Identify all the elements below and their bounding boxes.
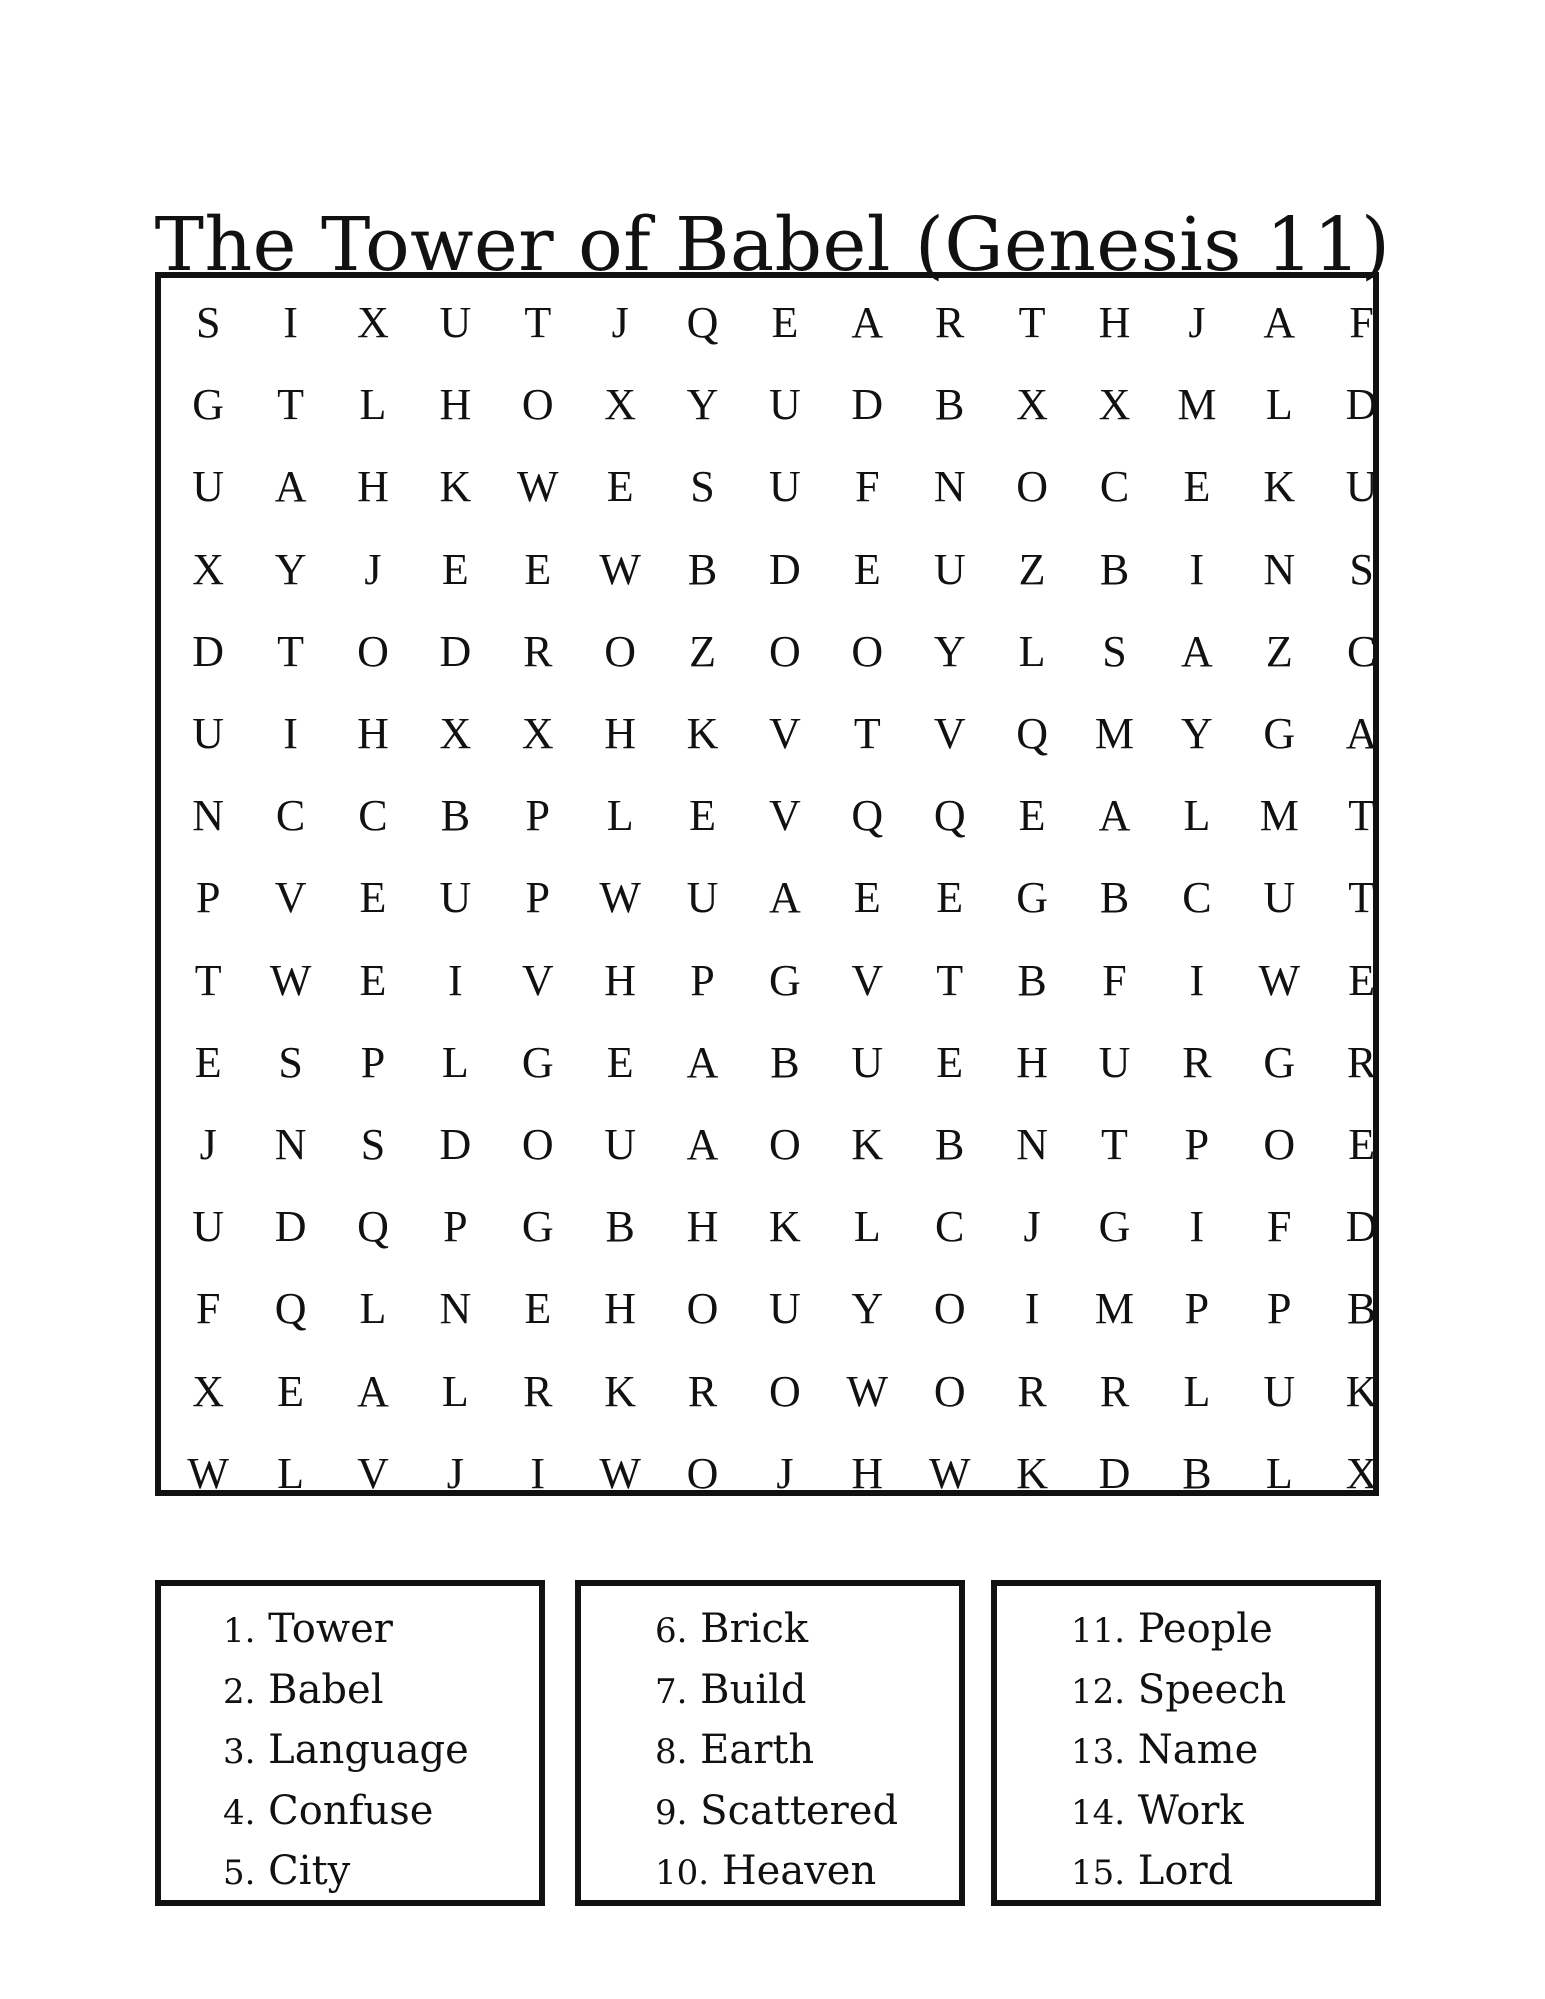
grid-letter[interactable]: F — [1267, 1202, 1292, 1252]
grid-letter[interactable]: U — [769, 1284, 801, 1334]
grid-letter[interactable]: X — [357, 298, 389, 348]
grid-letter[interactable]: X — [1345, 1448, 1378, 1498]
grid-letter[interactable]: I — [283, 298, 298, 348]
grid-letter[interactable]: I — [1024, 1284, 1040, 1334]
grid-letter[interactable]: H — [604, 955, 637, 1005]
grid-letter[interactable]: V — [933, 709, 966, 759]
grid-letter[interactable]: S — [360, 1119, 386, 1169]
grid-letter[interactable]: P — [1184, 1119, 1210, 1169]
word-search-grid-frame — [155, 272, 1379, 1496]
grid-letter[interactable]: E — [194, 1037, 222, 1087]
grid-letter[interactable]: C — [358, 791, 388, 841]
grid-letter[interactable]: L — [606, 791, 634, 841]
grid-letter[interactable]: Q — [1016, 709, 1048, 759]
grid-letter[interactable]: B — [1346, 1284, 1377, 1334]
grid-letter[interactable]: O — [769, 626, 801, 676]
grid-letter[interactable]: Q — [357, 1202, 389, 1252]
grid-letter[interactable]: B — [935, 1119, 965, 1169]
word-list-item — [655, 1661, 898, 1722]
grid-letter[interactable]: O — [769, 1366, 801, 1416]
word-list-item — [655, 1842, 898, 1903]
grid-letter[interactable]: B — [1017, 955, 1047, 1005]
grid-letter[interactable]: D — [1345, 1202, 1378, 1252]
word-number: 15. — [1071, 1853, 1126, 1893]
word-text: Language — [268, 1727, 469, 1773]
word-text: Babel — [268, 1666, 384, 1713]
grid-letter[interactable]: U — [192, 709, 225, 759]
grid-letter[interactable]: L — [1183, 791, 1211, 841]
grid-letter[interactable]: Y — [1180, 709, 1213, 759]
grid-letter[interactable]: U — [1345, 462, 1378, 512]
grid-letter[interactable]: A — [769, 873, 801, 923]
grid-letter[interactable]: O — [1263, 1119, 1296, 1169]
grid-letter[interactable]: W — [599, 544, 641, 594]
word-list-item — [655, 1721, 898, 1782]
grid-letter[interactable]: V — [851, 955, 884, 1005]
word-list-item — [223, 1842, 469, 1903]
grid-letter[interactable]: K — [1016, 1448, 1048, 1498]
grid-letter[interactable]: N — [1016, 1119, 1048, 1169]
word-list-item — [1071, 1600, 1286, 1661]
grid-letter[interactable]: U — [1098, 1037, 1131, 1087]
grid-letter[interactable]: P — [443, 1202, 468, 1252]
grid-letter[interactable]: T — [524, 298, 552, 348]
word-list-item — [655, 1600, 898, 1661]
grid-letter[interactable]: A — [1180, 626, 1213, 676]
grid-letter[interactable]: G — [1263, 1037, 1296, 1087]
word-list-1 — [223, 1600, 469, 1903]
grid-letter[interactable]: O — [686, 1284, 719, 1334]
grid-letter[interactable]: Z — [1018, 544, 1046, 594]
grid-letter[interactable]: R — [687, 1366, 718, 1416]
grid-letter[interactable]: H — [1016, 1037, 1048, 1087]
grid-letter[interactable]: N — [1263, 544, 1296, 594]
grid-letter[interactable]: B — [440, 791, 471, 841]
grid-letter[interactable]: J — [611, 298, 629, 348]
grid-letter[interactable]: U — [769, 462, 801, 512]
grid-letter[interactable]: E — [853, 544, 881, 594]
grid-letter[interactable]: V — [769, 791, 801, 841]
grid-letter[interactable]: T — [194, 955, 222, 1005]
word-number: 9. — [655, 1792, 688, 1833]
grid-letter[interactable]: B — [687, 544, 718, 594]
grid-letter[interactable]: H — [851, 1448, 884, 1498]
grid-letter[interactable]: A — [1345, 709, 1378, 759]
grid-letter[interactable]: J — [446, 1448, 464, 1498]
grid-letter[interactable]: T — [1348, 791, 1376, 841]
grid-letter[interactable]: L — [359, 1284, 387, 1334]
word-list-item — [223, 1600, 469, 1661]
word-number: 5. — [223, 1853, 256, 1893]
grid-letter[interactable]: X — [1098, 380, 1131, 430]
word-text: Name — [1137, 1727, 1259, 1773]
grid-letter[interactable]: E — [689, 791, 716, 841]
grid-letter[interactable]: W — [269, 955, 312, 1005]
grid-letter[interactable]: U — [604, 1119, 637, 1169]
grid-letter[interactable]: P — [360, 1037, 386, 1087]
grid-letter[interactable]: W — [599, 1448, 641, 1498]
grid-letter[interactable]: E — [853, 873, 881, 923]
grid-letter[interactable]: X — [1016, 380, 1048, 430]
grid-letter[interactable]: B — [770, 1037, 800, 1087]
grid-letter[interactable]: I — [283, 709, 298, 759]
word-number: 1. — [223, 1611, 256, 1651]
grid-letter[interactable]: G — [769, 955, 801, 1005]
grid-letter[interactable]: G — [1098, 1202, 1131, 1252]
grid-letter[interactable]: D — [439, 1119, 472, 1169]
grid-letter[interactable]: U — [1263, 873, 1296, 923]
grid-letter[interactable]: A — [274, 462, 307, 512]
grid-letter[interactable]: O — [357, 626, 389, 676]
word-text: Confuse — [268, 1787, 434, 1834]
grid-letter[interactable]: T — [277, 380, 305, 430]
grid-letter[interactable]: J — [364, 544, 382, 594]
grid-letter[interactable]: X — [521, 709, 554, 759]
grid-letter[interactable]: Q — [686, 298, 719, 348]
grid-letter[interactable]: U — [686, 873, 719, 923]
word-number: 14. — [1071, 1792, 1126, 1833]
grid-letter[interactable]: U — [851, 1037, 884, 1087]
grid-letter[interactable]: O — [521, 1119, 554, 1169]
grid-letter[interactable]: O — [933, 1366, 966, 1416]
grid-letter[interactable]: E — [1348, 955, 1376, 1005]
grid-letter[interactable]: X — [604, 380, 637, 430]
word-number: 12. — [1071, 1671, 1126, 1712]
grid-letter[interactable]: V — [357, 1448, 389, 1498]
grid-letter[interactable]: O — [769, 1119, 801, 1169]
grid-letter[interactable]: Y — [933, 626, 966, 676]
grid-letter[interactable]: J — [1188, 298, 1206, 348]
word-number: 13. — [1071, 1732, 1126, 1772]
grid-letter[interactable]: G — [521, 1202, 554, 1252]
grid-letter[interactable]: V — [769, 709, 801, 759]
grid-letter[interactable]: S — [278, 1037, 303, 1087]
word-text: Speech — [1137, 1666, 1287, 1713]
grid-letter[interactable]: S — [1102, 626, 1127, 676]
grid-letter[interactable]: E — [936, 1037, 964, 1087]
grid-letter[interactable]: O — [1016, 462, 1048, 512]
word-text: Heaven — [721, 1848, 877, 1894]
grid-letter[interactable]: K — [1345, 1366, 1378, 1416]
grid-letter[interactable]: T — [1018, 298, 1046, 348]
grid-letter[interactable]: T — [1348, 873, 1376, 923]
grid-letter[interactable]: H — [1098, 298, 1131, 348]
grid-letter[interactable]: A — [686, 1037, 719, 1087]
grid-letter[interactable]: T — [277, 626, 305, 676]
grid-letter[interactable]: U — [1263, 1366, 1296, 1416]
grid-letter[interactable]: Y — [686, 380, 719, 430]
grid-letter[interactable]: E — [441, 544, 469, 594]
grid-letter[interactable]: W — [1258, 955, 1301, 1005]
word-list-item — [223, 1721, 469, 1782]
grid-letter[interactable]: E — [1348, 1119, 1376, 1169]
grid-letter[interactable]: R — [1182, 1037, 1212, 1087]
grid-letter[interactable]: M — [1177, 380, 1217, 430]
grid-letter[interactable]: J — [199, 1119, 217, 1169]
grid-letter[interactable]: R — [1346, 1037, 1377, 1087]
grid-letter[interactable]: R — [1099, 1366, 1130, 1416]
grid-letter[interactable]: U — [439, 298, 472, 348]
word-number: 6. — [655, 1611, 688, 1651]
word-list-2 — [655, 1600, 898, 1903]
grid-letter[interactable]: C — [935, 1202, 965, 1252]
grid-letter[interactable]: I — [1189, 955, 1205, 1005]
grid-letter[interactable]: J — [776, 1448, 794, 1498]
grid-letter[interactable]: O — [604, 626, 637, 676]
grid-letter[interactable]: L — [441, 1366, 469, 1416]
grid-letter[interactable]: W — [928, 1448, 971, 1498]
grid-letter[interactable]: A — [851, 298, 884, 348]
grid-letter[interactable]: D — [274, 1202, 307, 1252]
grid-letter[interactable]: K — [1263, 462, 1296, 512]
grid-letter[interactable]: C — [1346, 626, 1377, 676]
grid-letter[interactable]: S — [690, 462, 715, 512]
word-list-item — [655, 1782, 898, 1843]
grid-letter[interactable]: D — [439, 626, 472, 676]
grid-letter[interactable]: M — [1094, 709, 1135, 759]
grid-letter[interactable]: R — [935, 298, 965, 348]
grid-letter[interactable]: C — [1182, 873, 1212, 923]
grid-letter[interactable]: V — [521, 955, 554, 1005]
grid-letter[interactable]: S — [195, 298, 221, 348]
grid-letter[interactable]: A — [1263, 298, 1296, 348]
word-text: Tower — [268, 1606, 393, 1652]
grid-letter[interactable]: A — [357, 1366, 389, 1416]
word-list-item — [223, 1782, 469, 1843]
grid-letter[interactable]: H — [604, 1284, 637, 1334]
grid-letter[interactable]: T — [936, 955, 964, 1005]
word-search-grid — [167, 282, 1378, 1498]
grid-letter[interactable]: I — [530, 1448, 546, 1498]
grid-letter[interactable]: P — [195, 873, 221, 923]
grid-letter[interactable]: H — [357, 462, 389, 512]
grid-letter[interactable]: L — [1018, 626, 1046, 676]
grid-letter[interactable]: H — [604, 709, 637, 759]
grid-letter[interactable]: D — [769, 544, 801, 594]
grid-letter[interactable]: D — [1098, 1448, 1131, 1498]
grid-letter[interactable]: U — [769, 380, 801, 430]
word-number: 2. — [223, 1671, 256, 1712]
grid-letter[interactable]: H — [439, 380, 472, 430]
grid-letter[interactable]: N — [274, 1119, 307, 1169]
grid-letter[interactable]: I — [1189, 544, 1205, 594]
grid-letter[interactable]: E — [1018, 791, 1046, 841]
grid-letter[interactable]: F — [195, 1284, 221, 1334]
grid-letter[interactable]: C — [1099, 462, 1130, 512]
grid-letter[interactable]: X — [192, 1366, 225, 1416]
grid-letter[interactable]: N — [439, 1284, 472, 1334]
word-number: 4. — [223, 1792, 256, 1833]
grid-letter[interactable]: L — [853, 1202, 881, 1252]
grid-letter[interactable]: O — [686, 1448, 719, 1498]
grid-letter[interactable]: L — [1265, 1448, 1293, 1498]
grid-letter[interactable]: D — [192, 626, 225, 676]
grid-letter[interactable]: F — [855, 462, 880, 512]
grid-letter[interactable]: U — [192, 1202, 225, 1252]
grid-letter[interactable]: R — [523, 1366, 553, 1416]
grid-letter[interactable]: W — [599, 873, 641, 923]
grid-letter[interactable]: L — [441, 1037, 469, 1087]
word-list-item — [223, 1661, 469, 1722]
grid-letter[interactable]: P — [690, 955, 715, 1005]
word-number: 11. — [1071, 1611, 1126, 1651]
word-number: 3. — [223, 1732, 256, 1772]
grid-letter[interactable]: V — [274, 873, 307, 923]
word-list-item — [1071, 1661, 1286, 1722]
grid-letter[interactable]: F — [1349, 298, 1374, 348]
word-list-item — [1071, 1782, 1286, 1843]
grid-letter[interactable]: G — [521, 1037, 554, 1087]
grid-letter[interactable]: K — [439, 462, 472, 512]
word-text: Brick — [700, 1606, 809, 1652]
grid-letter[interactable]: Q — [933, 791, 966, 841]
word-text: Build — [700, 1666, 807, 1713]
page-title: The Tower of Babel (Genesis 11) — [154, 201, 1391, 288]
grid-letter[interactable]: B — [605, 1202, 635, 1252]
grid-letter[interactable]: X — [192, 544, 225, 594]
grid-letter[interactable]: O — [521, 380, 554, 430]
grid-letter[interactable]: E — [359, 955, 387, 1005]
grid-letter[interactable]: E — [606, 1037, 634, 1087]
grid-letter[interactable]: L — [1183, 1366, 1211, 1416]
grid-letter[interactable]: K — [604, 1366, 637, 1416]
grid-letter[interactable]: E — [1183, 462, 1211, 512]
word-number: 7. — [655, 1671, 688, 1712]
grid-letter[interactable]: J — [1023, 1202, 1041, 1252]
word-text: People — [1137, 1606, 1273, 1652]
grid-letter[interactable]: N — [933, 462, 966, 512]
grid-letter[interactable]: E — [359, 873, 387, 923]
grid-letter[interactable]: K — [769, 1202, 801, 1252]
grid-letter[interactable]: O — [851, 626, 884, 676]
grid-letter[interactable]: B — [935, 380, 965, 430]
grid-letter[interactable]: K — [686, 709, 719, 759]
grid-letter[interactable]: R — [1017, 1366, 1047, 1416]
grid-letter[interactable]: M — [1094, 1284, 1135, 1334]
grid-letter[interactable]: H — [686, 1202, 719, 1252]
grid-letter[interactable]: E — [277, 1366, 305, 1416]
grid-letter[interactable]: D — [851, 380, 884, 430]
grid-letter[interactable]: K — [851, 1119, 884, 1169]
grid-letter[interactable]: Z — [689, 626, 716, 676]
grid-letter[interactable]: Q — [851, 791, 884, 841]
grid-letter[interactable]: I — [1189, 1202, 1205, 1252]
word-list-item — [1071, 1842, 1286, 1903]
grid-letter[interactable]: W — [516, 462, 559, 512]
grid-letter[interactable]: P — [525, 873, 550, 923]
grid-letter[interactable]: L — [359, 380, 387, 430]
grid-letter[interactable]: W — [187, 1448, 229, 1498]
grid-letter[interactable]: A — [1098, 791, 1131, 841]
grid-letter[interactable]: G — [192, 380, 225, 430]
grid-letter[interactable]: F — [1102, 955, 1127, 1005]
grid-letter[interactable]: D — [1345, 380, 1378, 430]
word-list-box-3 — [991, 1580, 1381, 1906]
grid-letter[interactable]: X — [439, 709, 472, 759]
grid-letter[interactable]: E — [524, 544, 552, 594]
grid-letter[interactable]: T — [853, 709, 881, 759]
grid-letter[interactable]: P — [525, 791, 550, 841]
word-list-item — [1071, 1721, 1286, 1782]
grid-letter[interactable]: W — [846, 1366, 889, 1416]
grid-letter[interactable]: L — [277, 1448, 305, 1498]
grid-letter[interactable]: P — [1267, 1284, 1292, 1334]
grid-letter[interactable]: E — [524, 1284, 552, 1334]
grid-letter[interactable]: O — [933, 1284, 966, 1334]
word-list-box-2 — [575, 1580, 965, 1906]
grid-letter[interactable]: P — [1184, 1284, 1210, 1334]
grid-letter[interactable]: R — [523, 626, 553, 676]
grid-letter[interactable]: C — [275, 791, 306, 841]
word-number: 10. — [655, 1853, 710, 1893]
grid-letter[interactable]: Y — [851, 1284, 884, 1334]
grid-letter[interactable]: U — [192, 462, 225, 512]
grid-letter[interactable]: Z — [1265, 626, 1293, 676]
grid-letter[interactable]: G — [1016, 873, 1048, 923]
word-number: 8. — [655, 1732, 688, 1772]
grid-letter[interactable]: I — [448, 955, 463, 1005]
word-text: Earth — [700, 1727, 815, 1773]
grid-letter[interactable]: G — [1263, 709, 1296, 759]
grid-letter[interactable]: Y — [274, 544, 307, 594]
grid-letter[interactable]: U — [439, 873, 472, 923]
grid-letter[interactable]: B — [1182, 1448, 1212, 1498]
grid-letter[interactable]: M — [1259, 791, 1299, 841]
grid-letter[interactable]: A — [686, 1119, 719, 1169]
grid-letter[interactable]: B — [1099, 544, 1130, 594]
grid-letter[interactable]: N — [192, 791, 225, 841]
grid-letter[interactable]: Q — [274, 1284, 307, 1334]
grid-letter[interactable]: S — [1349, 544, 1374, 594]
grid-letter[interactable]: L — [1265, 380, 1293, 430]
grid-letter[interactable]: B — [1099, 873, 1130, 923]
grid-letter[interactable]: T — [1101, 1119, 1128, 1169]
word-list-3 — [1071, 1600, 1286, 1903]
word-list-box-1 — [155, 1580, 545, 1906]
word-text: Work — [1137, 1787, 1244, 1834]
grid-letter[interactable]: E — [936, 873, 964, 923]
word-text: Lord — [1137, 1848, 1234, 1894]
grid-letter[interactable]: E — [606, 462, 634, 512]
grid-letter[interactable]: U — [933, 544, 966, 594]
grid-letter[interactable]: E — [771, 298, 799, 348]
word-text: City — [268, 1848, 351, 1894]
grid-letter[interactable]: H — [357, 709, 389, 759]
word-text: Scattered — [700, 1787, 899, 1834]
